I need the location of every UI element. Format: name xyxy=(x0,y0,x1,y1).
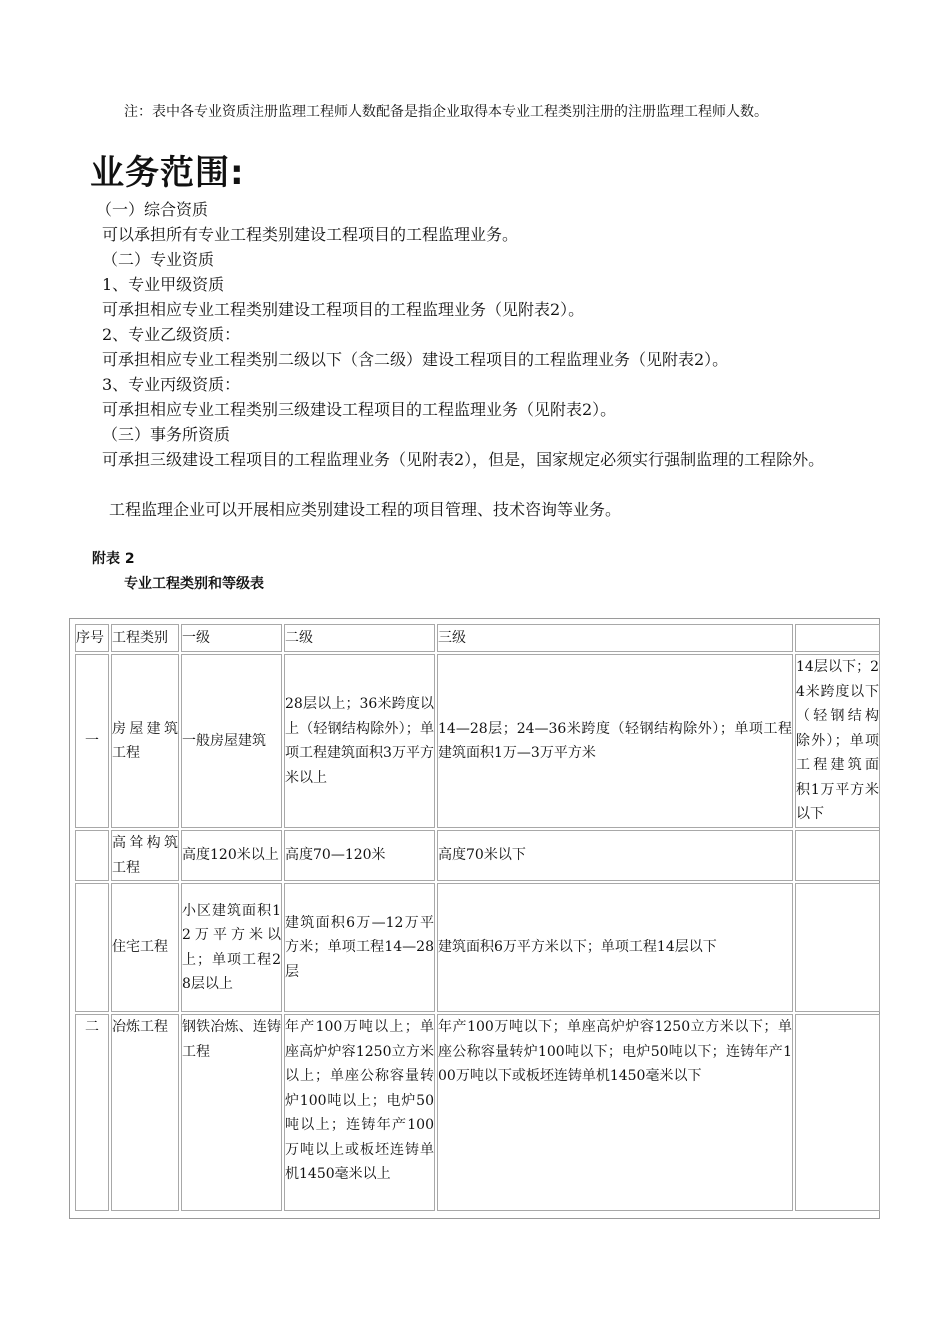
header-cell-index: 序号 xyxy=(75,624,109,652)
cell-grade-2: 年产100万吨以上；单座高炉炉容1250立方米以上；单座公称容量转炉100吨以上；电炉50吨以上；连铸年产100万吨以上或板坯连铸单机1450毫米以上 xyxy=(284,1014,435,1211)
paragraph-grade-c-title: 3、专业丙级资质： xyxy=(102,375,241,394)
header-cell-extra xyxy=(795,624,880,652)
cell-category: 房屋建筑工程 xyxy=(111,654,179,828)
cell-category: 冶炼工程 xyxy=(111,1014,179,1211)
cell-index: 二 xyxy=(75,1014,109,1211)
cell-category: 高耸构筑工程 xyxy=(111,830,179,881)
table-header-row xyxy=(75,624,880,652)
cell-grade-2: 高度70—120米 xyxy=(284,830,435,881)
cell-grade-1: 高度120米以上 xyxy=(181,830,282,881)
grade-table xyxy=(73,622,882,1213)
cell-extra xyxy=(795,1014,880,1211)
cell-index xyxy=(75,830,109,881)
paragraph-grade-b-body: 可承担相应专业工程类别二级以下（含二级）建设工程项目的工程监理业务（见附表2）。 xyxy=(102,350,729,369)
cell-grade-1: 钢铁冶炼、连铸工程 xyxy=(181,1014,282,1211)
section-heading: 业务范围: xyxy=(90,153,245,193)
cell-grade-3: 14—28层；24—36米跨度（轻钢结构除外）；单项工程建筑面积1万—3万平方米 xyxy=(437,654,793,828)
cell-grade-3: 高度70米以下 xyxy=(437,830,793,881)
appendix-label: 附表 2 xyxy=(92,551,135,567)
cell-index xyxy=(75,883,109,1012)
table-row xyxy=(75,1014,880,1211)
table-row xyxy=(75,883,880,1012)
paragraph-professional-title: （二）专业资质 xyxy=(102,250,215,269)
cell-grade-2: 建筑面积6万—12万平方米；单项工程14—28层 xyxy=(284,883,435,1012)
table-title: 专业工程类别和等级表 xyxy=(124,576,264,592)
note-text: 注：表中各专业资质注册监理工程师人数配备是指企业取得本专业工程类别注册的注册监理工程师人数。 xyxy=(124,104,768,120)
cell-extra xyxy=(795,830,880,881)
paragraph-office-body: 可承担三级建设工程项目的工程监理业务（见附表2），但是，国家规定必须实行强制监理的工程除外。 xyxy=(102,450,825,469)
grade-table-frame xyxy=(69,618,880,1219)
header-cell-category: 工程类别 xyxy=(111,624,179,652)
paragraph-grade-a-body: 可承担相应专业工程类别建设工程项目的工程监理业务（见附表2）。 xyxy=(102,300,585,319)
cell-extra: 14层以下；24米跨度以下（轻钢结构除外）；单项工程建筑面积1万平方米以下 xyxy=(795,654,880,828)
paragraph-comprehensive-title: （一）综合资质 xyxy=(96,200,209,219)
paragraph-grade-a-title: 1、专业甲级资质 xyxy=(102,275,225,294)
cell-grade-3: 年产100万吨以下；单座高炉炉容1250立方米以下；单座公称容量转炉100吨以下；电炉50吨以下；连铸年产100万吨以下或板坯连铸单机1450毫米以下 xyxy=(437,1014,793,1211)
paragraph-business-scope: 工程监理企业可以开展相应类别建设工程的项目管理、技术咨询等业务。 xyxy=(109,500,622,519)
cell-index: 一 xyxy=(75,654,109,828)
table-row xyxy=(75,830,880,881)
cell-grade-1: 小区建筑面积12万平方米以上；单项工程28层以上 xyxy=(181,883,282,1012)
paragraph-grade-b-title: 2、专业乙级资质： xyxy=(102,325,241,344)
cell-category: 住宅工程 xyxy=(111,883,179,1012)
paragraph-grade-c-body: 可承担相应专业工程类别三级建设工程项目的工程监理业务（见附表2）。 xyxy=(102,400,617,419)
cell-extra xyxy=(795,883,880,1012)
paragraph-office-title: （三）事务所资质 xyxy=(102,425,231,444)
cell-grade-2: 28层以上；36米跨度以上（轻钢结构除外）；单项工程建筑面积3万平方米以上 xyxy=(284,654,435,828)
table-row xyxy=(75,654,880,828)
cell-grade-3: 建筑面积6万平方米以下；单项工程14层以下 xyxy=(437,883,793,1012)
header-cell-grade-1: 一级 xyxy=(181,624,282,652)
cell-grade-1: 一般房屋建筑 xyxy=(181,654,282,828)
header-cell-grade-3: 三级 xyxy=(437,624,793,652)
paragraph-comprehensive-body: 可以承担所有专业工程类别建设工程项目的工程监理业务。 xyxy=(102,225,519,244)
header-cell-grade-2: 二级 xyxy=(284,624,435,652)
